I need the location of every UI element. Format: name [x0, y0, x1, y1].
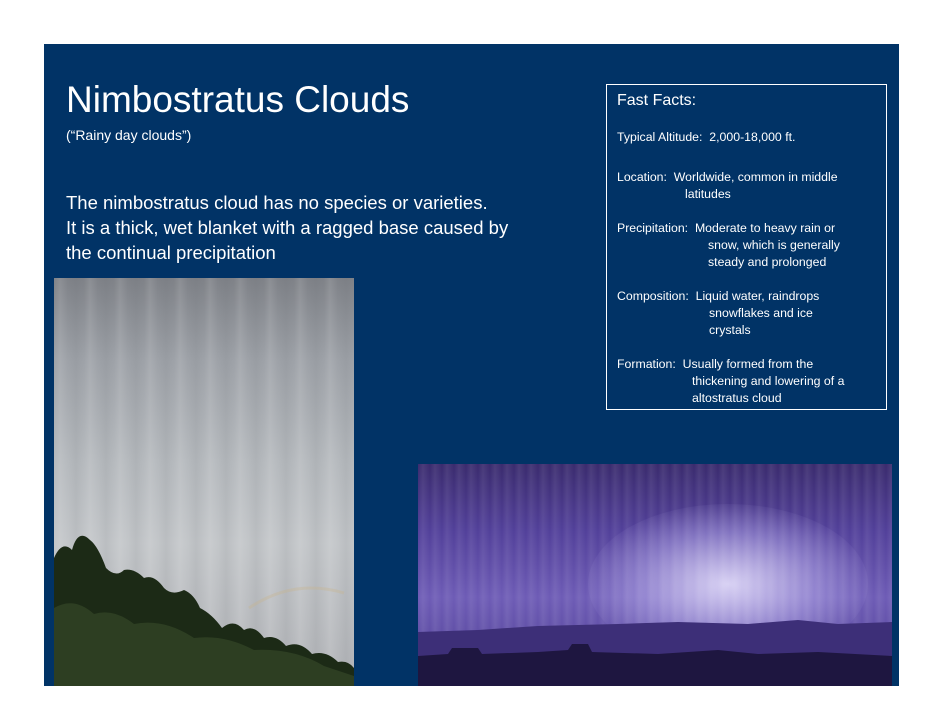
- rainbow-arc: [249, 588, 344, 608]
- fact-label: Precipitation:: [617, 221, 689, 235]
- description-line: the continual precipitation: [66, 242, 276, 263]
- fact-composition: [617, 288, 819, 339]
- fact-value: snowflakes and ice: [709, 306, 813, 320]
- fact-value: thickening and lowering of a: [692, 374, 845, 388]
- fact-value: snow, which is generally: [708, 238, 840, 252]
- fact-label: Typical Altitude:: [617, 130, 703, 144]
- fact-label: Location:: [617, 170, 667, 184]
- fact-location: [617, 169, 838, 203]
- nimbostratus-rain-photo: [54, 278, 354, 686]
- fact-value: crystals: [709, 323, 751, 337]
- fact-value: Moderate to heavy rain or: [694, 221, 836, 235]
- slide: [44, 44, 899, 686]
- fact-label: Composition:: [617, 289, 689, 303]
- fact-value: Usually formed from the: [682, 357, 814, 371]
- description-text: [66, 190, 606, 265]
- treeline-silhouette: [54, 278, 354, 686]
- horizon-silhouette: [418, 464, 892, 686]
- fact-value: latitudes: [685, 187, 731, 201]
- fact-value: Worldwide, common in middle: [673, 170, 838, 184]
- slide-subtitle: (“Rainy day clouds”): [66, 127, 192, 143]
- fast-facts-box: [606, 84, 887, 410]
- fact-value: Liquid water, raindrops: [695, 289, 820, 303]
- fact-formation: [617, 356, 844, 407]
- fact-altitude: [617, 129, 795, 146]
- fast-facts-title: Fast Facts:: [617, 92, 697, 109]
- fact-label: Formation:: [617, 357, 676, 371]
- fact-value: steady and prolonged: [708, 255, 827, 269]
- description-line: The nimbostratus cloud has no species or varieties.: [66, 192, 488, 213]
- slide-title: Nimbostratus Clouds: [66, 79, 410, 120]
- purple-storm-photo: [418, 464, 892, 686]
- fact-precipitation: [617, 220, 840, 271]
- fact-value: 2,000-18,000 ft.: [709, 130, 796, 144]
- fact-value: altostratus cloud: [692, 391, 782, 405]
- description-line: It is a thick, wet blanket with a ragged base caused by: [66, 217, 509, 238]
